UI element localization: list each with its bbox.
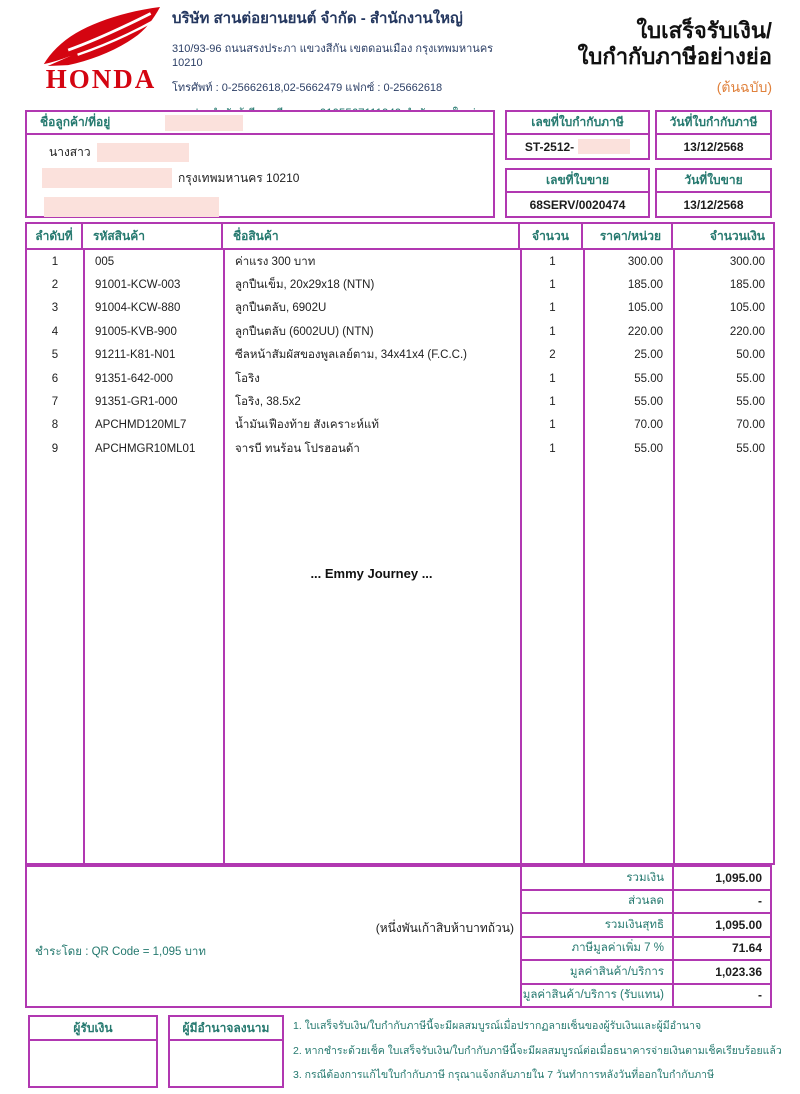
note-2: 2. หากชำระด้วยเช็ค ใบเสร็จรับเงิน/ใบกำกับภาษีนี้จะมีผลสมบูรณ์ต่อเมื่อธนาคารจ่ายเงินตามเช็คเรียบร้อยแล้ว — [293, 1044, 782, 1057]
table-row — [27, 344, 773, 367]
cell-amount: 300.00 — [729, 255, 765, 268]
summary-row — [520, 865, 772, 891]
header-qty: จำนวน — [520, 222, 583, 250]
cell-code: 91004-KCW-880 — [85, 297, 225, 320]
summary-label: มูลค่าสินค้า/บริการ (รับแทน) — [522, 985, 674, 1007]
cell-qty: 1 — [522, 273, 585, 296]
signature-box-authorized — [168, 1015, 284, 1088]
summary-row — [520, 889, 772, 915]
cell-name: น้ำมันเฟืองท้าย สังเคราะห์แท้ — [225, 414, 522, 437]
table-row — [27, 250, 773, 273]
cell-code: 91211-K81-N01 — [85, 344, 225, 367]
items-filler-row — [27, 461, 773, 863]
title-line2: ใบกำกับภาษีอย่างย่อ — [577, 44, 772, 69]
authorized-signature-area — [168, 1039, 284, 1088]
cell-qty: 1 — [522, 437, 585, 460]
honda-wordmark: HONDA — [45, 64, 157, 94]
cell-code: APCHMD120ML7 — [85, 414, 225, 437]
sale-date-label: วันที่ใบขาย — [655, 168, 772, 193]
summary-value: 1,095.00 — [715, 917, 762, 932]
cell-no: 4 — [27, 320, 85, 343]
cell-unit_price: 25.00 — [585, 344, 675, 367]
header-name: ชื่อสินค้า — [223, 222, 520, 250]
cell-name: ลูกปืนตลับ, 6902U — [225, 297, 522, 320]
cell-no: 7 — [27, 390, 85, 413]
customer-label: ชื่อลูกค้า/ที่อยู่ — [40, 115, 111, 129]
summary-value: 1,023.36 — [715, 964, 762, 979]
original-copy-label: (ต้นฉบับ) — [716, 79, 772, 95]
table-row — [27, 320, 773, 343]
document-title — [578, 18, 772, 99]
customer-line1 — [49, 143, 189, 162]
redaction-name — [97, 143, 189, 162]
cell-no: 5 — [27, 344, 85, 367]
customer-title-prefix: นางสาว — [49, 145, 91, 159]
company-block — [172, 8, 502, 123]
watermark-text: ... Emmy Journey ... — [310, 566, 433, 581]
cell-unit_price: 105.00 — [585, 297, 675, 320]
table-row — [27, 414, 773, 437]
cell-name: โอริง — [225, 367, 522, 390]
authorized-label: ผู้มีอำนาจลงนาม — [168, 1015, 284, 1041]
cell-name: ลูกปืนตลับ (6002UU) (NTN) — [225, 320, 522, 343]
items-body — [25, 248, 775, 865]
cell-unit_price: 55.00 — [585, 367, 675, 390]
cell-amount: 220.00 — [729, 325, 765, 338]
cell-name: ลูกปืนเข็ม, 20x29x18 (NTN) — [225, 273, 522, 296]
header-code: รหัสสินค้า — [83, 222, 223, 250]
header-no: ลำดับที่ — [25, 222, 83, 250]
note-1: 1. ใบเสร็จรับเงิน/ใบกำกับภาษีนี้จะมีผลสมบูรณ์เมื่อปรากฏลายเซ็นของผู้รับเงินและผู้มีอำนาจ — [293, 1020, 702, 1032]
customer-header-box — [25, 110, 495, 135]
cell-qty: 1 — [522, 390, 585, 413]
honda-logo — [36, 6, 166, 104]
cell-no: 1 — [27, 250, 85, 273]
cell-code: 91005-KVB-900 — [85, 320, 225, 343]
summary-label: ภาษีมูลค่าเพิ่ม 7 % — [522, 938, 674, 960]
payment-method: ชำระโดย : QR Code = 1,095 บาท — [35, 946, 206, 958]
items-rows — [27, 250, 773, 461]
summary-row — [520, 983, 772, 1009]
summary-left-box — [25, 865, 522, 1008]
redaction-customer-name — [165, 115, 243, 131]
summary-label: มูลค่าสินค้า/บริการ — [522, 961, 674, 983]
table-row — [27, 437, 773, 460]
customer-address-box — [25, 133, 495, 218]
company-name: บริษัท สานต่อยานยนต์ จำกัด - สำนักงานใหญ่ — [172, 10, 463, 27]
cell-amount: 185.00 — [729, 279, 765, 292]
cell-unit_price: 300.00 — [585, 250, 675, 273]
sale-no-value: 68SERV/0020474 — [505, 191, 650, 218]
table-row — [27, 367, 773, 390]
summary-totals — [520, 865, 772, 1008]
amount-in-words: (หนึ่งพันเก้าสิบห้าบาทถ้วน) — [375, 921, 514, 935]
cell-unit_price: 220.00 — [585, 320, 675, 343]
summary-value: 1,095.00 — [715, 870, 762, 885]
table-row — [27, 297, 773, 320]
cell-qty: 1 — [522, 367, 585, 390]
cell-code: 005 — [85, 250, 225, 273]
cell-no: 8 — [27, 414, 85, 437]
sale-no-label: เลขที่ใบขาย — [505, 168, 650, 193]
footer-notes — [293, 1014, 793, 1088]
tax-invoice-date-label: วันที่ใบกำกับภาษี — [655, 110, 772, 135]
company-phone: โทรศัพท์ : 0-25662618,02-5662479 แฟกซ์ : 0-25662618 — [172, 82, 443, 94]
tax-invoice-date-value: 13/12/2568 — [655, 133, 772, 160]
summary-value: 71.64 — [731, 941, 762, 956]
cell-code: 91351-642-000 — [85, 367, 225, 390]
header-amount: จำนวนเงิน — [673, 222, 775, 250]
cell-no: 6 — [27, 367, 85, 390]
items-table-header — [25, 222, 775, 250]
cell-code: APCHMGR10ML01 — [85, 437, 225, 460]
cell-no: 9 — [27, 437, 85, 460]
cell-name: ซีลหน้าสัมผัสของพูลเลย์ตาม, 34x41x4 (F.C.C.) — [225, 344, 522, 367]
cell-name: ค่าแรง 300 บาท — [225, 250, 522, 273]
cell-amount: 70.00 — [736, 419, 765, 432]
cell-amount: 55.00 — [736, 372, 765, 385]
summary-label: ส่วนลด — [522, 891, 674, 913]
customer-line2 — [42, 168, 299, 188]
company-address: 310/93-96 ถนนสรงประภา แขวงสีกัน เขตดอนเมือง กรุงเทพมหานคร 10210 — [172, 43, 494, 69]
cell-amount: 50.00 — [736, 349, 765, 362]
cell-amount: 105.00 — [729, 302, 765, 315]
signature-box-receiver — [28, 1015, 158, 1088]
tax-invoice-no-label: เลขที่ใบกำกับภาษี — [505, 110, 650, 135]
table-row — [27, 273, 773, 296]
redaction-address — [42, 168, 172, 188]
cell-unit_price: 70.00 — [585, 414, 675, 437]
cell-code: 91001-KCW-003 — [85, 273, 225, 296]
title-line1: ใบเสร็จรับเงิน/ — [636, 18, 772, 43]
receiver-label: ผู้รับเงิน — [28, 1015, 158, 1041]
cell-name: โอริง, 38.5x2 — [225, 390, 522, 413]
summary-label: รวมเงิน — [522, 867, 674, 889]
cell-code: 91351-GR1-000 — [85, 390, 225, 413]
cell-name: จารบี ทนร้อน โปรฮอนด้า — [225, 437, 522, 460]
redaction-invoice-no — [578, 139, 630, 154]
honda-wing-icon — [36, 6, 166, 66]
table-row — [27, 390, 773, 413]
cell-qty: 1 — [522, 250, 585, 273]
cell-unit_price: 185.00 — [585, 273, 675, 296]
note-3: 3. กรณีต้องการแก้ไขใบกำกับภาษี กรุณาแจ้งกลับภายใน 7 วันทำการหลังวันที่ออกใบกำกับภาษี — [293, 1069, 714, 1081]
cell-qty: 1 — [522, 414, 585, 437]
summary-value: - — [758, 894, 762, 909]
cell-qty: 1 — [522, 320, 585, 343]
customer-line3 — [44, 197, 219, 217]
header-unit-price: ราคา/หน่วย — [583, 222, 673, 250]
tax-invoice-no-value: ST-2512- — [505, 133, 650, 160]
cell-amount: 55.00 — [736, 442, 765, 455]
cell-qty: 2 — [522, 344, 585, 367]
cell-amount: 55.00 — [736, 396, 765, 409]
cell-no: 3 — [27, 297, 85, 320]
cell-qty: 1 — [522, 297, 585, 320]
cell-no: 2 — [27, 273, 85, 296]
summary-row — [520, 936, 772, 962]
summary-label: รวมเงินสุทธิ — [522, 914, 674, 936]
cell-unit_price: 55.00 — [585, 390, 675, 413]
summary-row — [520, 959, 772, 985]
customer-city: กรุงเทพมหานคร 10210 — [178, 170, 300, 185]
receiver-signature-area — [28, 1039, 158, 1088]
summary-row — [520, 912, 772, 938]
summary-value: - — [758, 988, 762, 1003]
redaction-address2 — [44, 197, 219, 217]
cell-unit_price: 55.00 — [585, 437, 675, 460]
sale-date-value: 13/12/2568 — [655, 191, 772, 218]
